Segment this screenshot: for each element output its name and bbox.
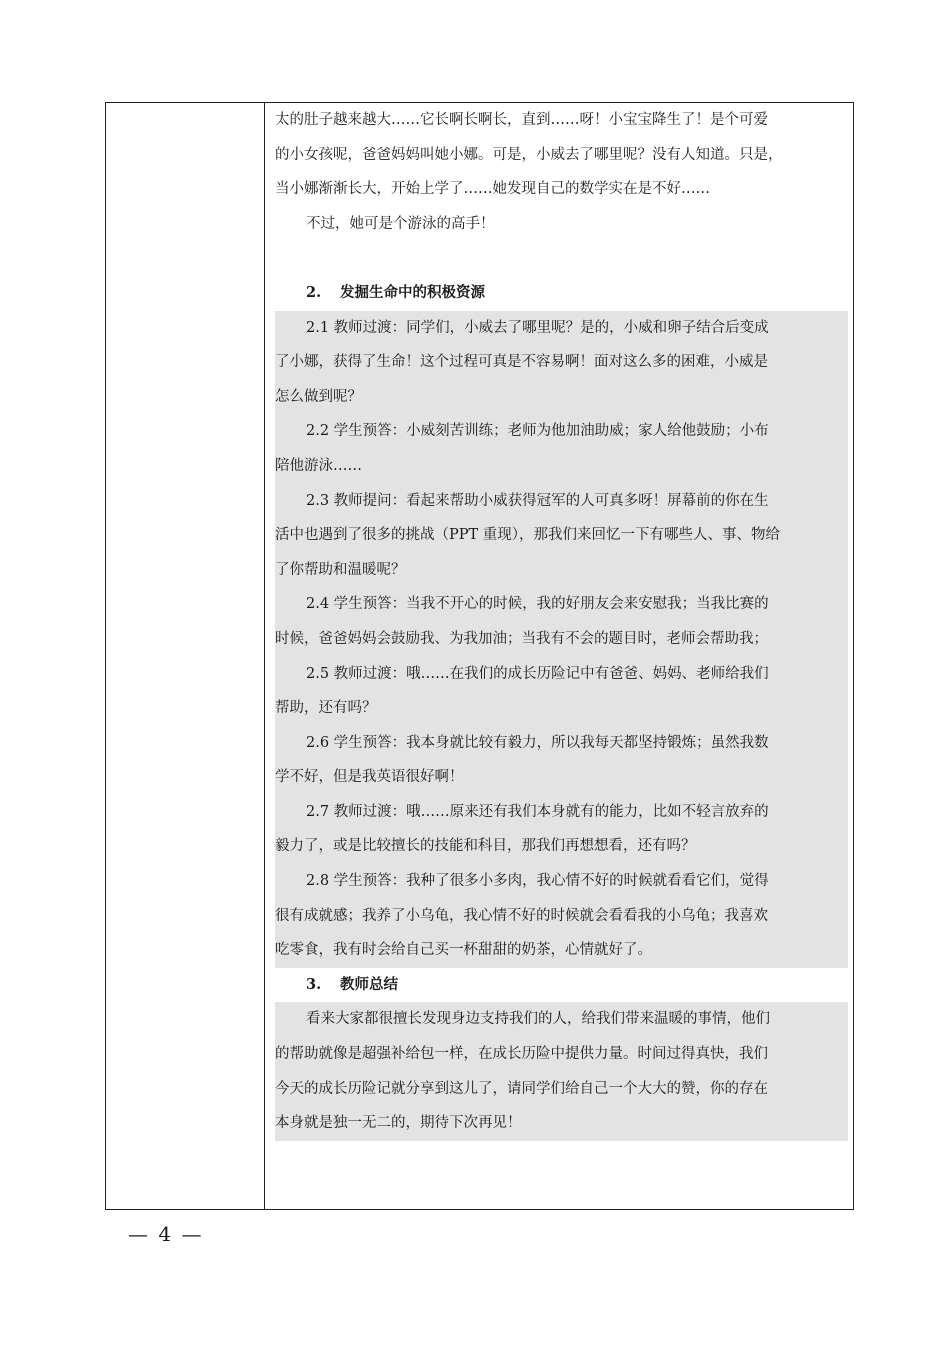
item-line: 2.4 学生预答：当我不开心的时候，我的好朋友会来安慰我；当我比赛的 bbox=[275, 587, 848, 622]
item-line: 2.7 教师过渡：哦……原来还有我们本身就有的能力，比如不轻言放弃的 bbox=[275, 795, 848, 830]
item-line: 怎么做到呢？ bbox=[275, 380, 848, 415]
item-2-2 bbox=[275, 414, 848, 483]
item-line: 活中也遇到了很多的挑战（PPT 重现），那我们来回忆一下有哪些人、事、物给 bbox=[275, 518, 848, 553]
item-2-5 bbox=[275, 657, 848, 726]
item-line: 2.3 教师提问：看起来帮助小威获得冠军的人可真多呀！屏幕前的你在生 bbox=[275, 484, 848, 519]
item-2-8 bbox=[275, 864, 848, 968]
section-3-heading bbox=[275, 968, 848, 1003]
lesson-table bbox=[105, 102, 854, 1210]
story-closing: 不过，她可是个游泳的高手！ bbox=[306, 215, 495, 232]
section-2-number: 2. bbox=[306, 283, 322, 301]
item-2-6 bbox=[275, 726, 848, 795]
section-2-items bbox=[275, 311, 848, 968]
item-line: 2.2 学生预答：小威刻苦训练；老师为他加油助威；家人给他鼓励；小布 bbox=[275, 414, 848, 449]
section-3-title: 教师总结 bbox=[340, 975, 398, 993]
summary-line: 看来大家都很擅长发现身边支持我们的人，给我们带来温暖的事情，他们 bbox=[275, 1002, 848, 1037]
summary-line: 的帮助就像是超强补给包一样，在成长历险中提供力量。时间过得真快，我们 bbox=[275, 1037, 848, 1072]
item-line: 了你帮助和温暖呢？ bbox=[275, 553, 848, 588]
table-content-cell bbox=[275, 103, 848, 1141]
item-line: 吃零食，我有时会给自己买一杯甜甜的奶茶，心情就好了。 bbox=[275, 933, 848, 968]
section-3-paragraph bbox=[275, 1002, 848, 1140]
summary-line: 本身就是独一无二的，期待下次再见！ bbox=[275, 1106, 848, 1141]
item-line: 2.5 教师过渡：哦……在我们的成长历险记中有爸爸、妈妈、老师给我们 bbox=[275, 657, 848, 692]
story-line: 的小女孩呢，爸爸妈妈叫她小娜。可是，小威去了哪里呢？没有人知道。只是， bbox=[275, 146, 783, 163]
item-line: 了小娜，获得了生命！这个过程可真是不容易啊！面对这么多的困难，小威是 bbox=[275, 345, 848, 380]
item-line: 帮助，还有吗？ bbox=[275, 691, 848, 726]
item-2-4 bbox=[275, 587, 848, 656]
spacer bbox=[275, 241, 848, 276]
table-left-column bbox=[106, 103, 265, 1209]
item-line: 2.1 教师过渡：同学们，小威去了哪里呢？是的，小威和卵子结合后变成 bbox=[275, 311, 848, 346]
section-2-heading bbox=[275, 276, 848, 311]
item-2-7 bbox=[275, 795, 848, 864]
item-2-3 bbox=[275, 484, 848, 588]
item-line: 时候，爸爸妈妈会鼓励我、为我加油；当我有不会的题目时，老师会帮助我； bbox=[275, 622, 848, 657]
item-2-1 bbox=[275, 311, 848, 415]
item-line: 2.8 学生预答：我种了很多小多肉，我心情不好的时候就看看它们，觉得 bbox=[275, 864, 848, 899]
item-line: 毅力了，或是比较擅长的技能和科目，那我们再想想看，还有吗？ bbox=[275, 829, 848, 864]
page-number: — 4 — bbox=[128, 1222, 204, 1246]
item-line: 学不好，但是我英语很好啊！ bbox=[275, 760, 848, 795]
item-line: 很有成就感；我养了小乌龟，我心情不好的时候就会看看我的小乌龟；我喜欢 bbox=[275, 899, 848, 934]
story-line: 当小娜渐渐长大，开始上学了……她发现自己的数学实在是不好…… bbox=[275, 181, 710, 198]
section-3-number: 3. bbox=[306, 975, 322, 993]
story-paragraph bbox=[275, 103, 848, 241]
section-2-title: 发掘生命中的积极资源 bbox=[340, 283, 485, 301]
item-line: 陪他游泳…… bbox=[275, 449, 848, 484]
item-line: 2.6 学生预答：我本身就比较有毅力，所以我每天都坚持锻炼；虽然我数 bbox=[275, 726, 848, 761]
summary-line: 今天的成长历险记就分享到这儿了，请同学们给自己一个大大的赞，你的存在 bbox=[275, 1072, 848, 1107]
story-line: 太的肚子越来越大……它长啊长啊长，直到……呀！小宝宝降生了！是个可爱 bbox=[275, 112, 768, 128]
